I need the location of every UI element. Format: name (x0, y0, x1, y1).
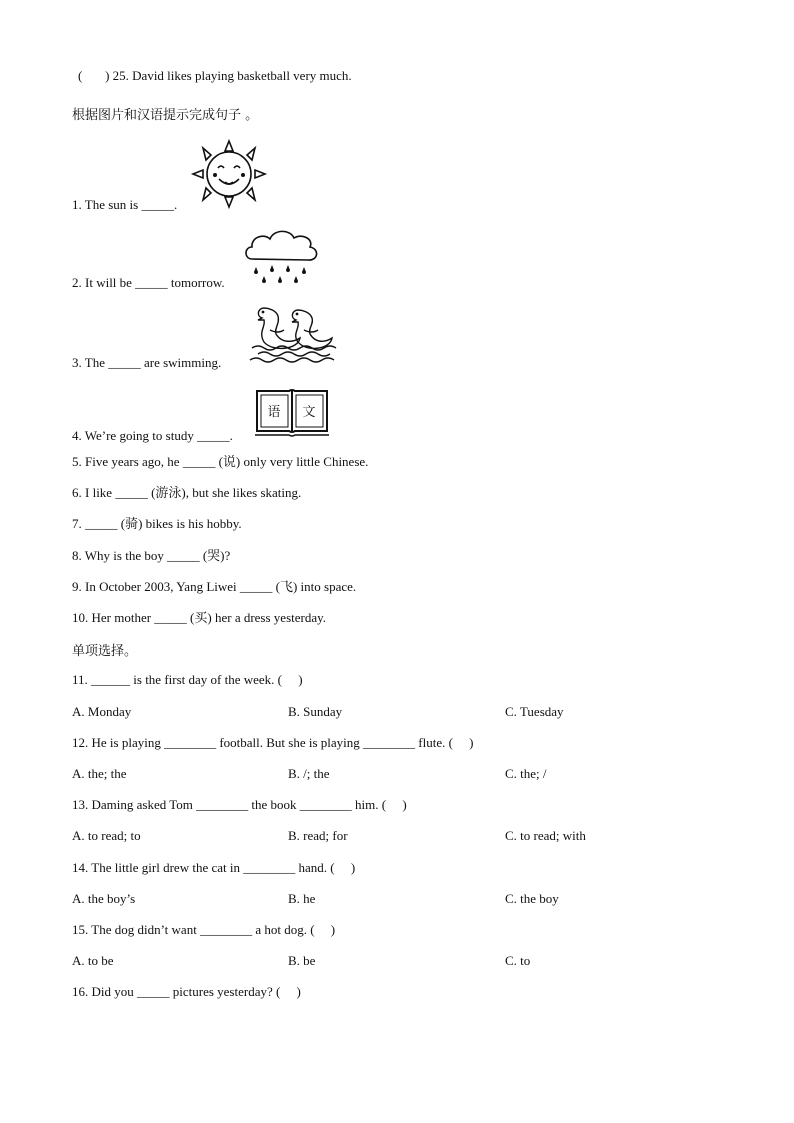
option-12-a: A. the; the (72, 766, 127, 781)
option-14-c: C. the boy (505, 891, 559, 906)
question-11: 11. ______ is the first day of the week. ( ) (72, 672, 303, 687)
ducks-icon (248, 300, 340, 368)
option-15-b: B. be (288, 953, 316, 968)
question-10: 10. Her mother _____ (买) her a dress yesterday. (72, 610, 327, 625)
question-9: 9. In October 2003, Yang Liwei _____ (飞) into space. (72, 579, 357, 594)
chinese-book-icon (253, 385, 331, 439)
question-16: 16. Did you _____ pictures yesterday? ( ) (72, 984, 301, 999)
book-label-right: 文 (302, 405, 316, 420)
sun-icon (189, 137, 269, 211)
question-25: ( ) 25. David likes playing basketball very much. (78, 68, 352, 83)
option-15-c: C. to (505, 953, 531, 968)
question-5: 5. Five years ago, he _____ (说) only very little Chinese. (72, 454, 369, 469)
rain-cloud-icon (242, 227, 320, 285)
option-11-b: B. Sunday (288, 704, 343, 719)
question-12: 12. He is playing ________ football. But she is playing ________ flute. ( ) (72, 735, 474, 750)
option-11-a: A. Monday (72, 704, 132, 719)
option-13-b: B. read; for (288, 828, 348, 843)
section-title-fill-in: 根据图片和汉语提示完成句子 。 (72, 108, 259, 123)
option-11-c: C. Tuesday (505, 704, 564, 719)
question-15: 15. The dog didn’t want ________ a hot dog. ( ) (72, 922, 336, 937)
option-15-a: A. to be (72, 953, 114, 968)
question-1: 1. The sun is _____. (72, 197, 178, 212)
question-14: 14. The little girl drew the cat in ________ hand. ( ) (72, 860, 356, 875)
question-6: 6. I like _____ (游泳), but she likes skating. (72, 485, 302, 500)
option-13-c: C. to read; with (505, 828, 586, 843)
question-7: 7. _____ (骑) bikes is his hobby. (72, 516, 242, 531)
question-8: 8. Why is the boy _____ (哭)? (72, 548, 231, 563)
option-14-b: B. he (288, 891, 316, 906)
question-2: 2. It will be _____ tomorrow. (72, 275, 225, 290)
option-13-a: A. to read; to (72, 828, 141, 843)
book-label-left: 语 (267, 405, 281, 420)
section-title-multiple-choice: 单项选择。 (72, 644, 138, 659)
option-14-a: A. the boy’s (72, 891, 136, 906)
option-12-c: C. the; / (505, 766, 547, 781)
question-13: 13. Daming asked Tom ________ the book ________ him. ( ) (72, 797, 407, 812)
question-3: 3. The _____ are swimming. (72, 355, 222, 370)
question-4: 4. We’re going to study _____. (72, 428, 233, 443)
option-12-b: B. /; the (288, 766, 330, 781)
